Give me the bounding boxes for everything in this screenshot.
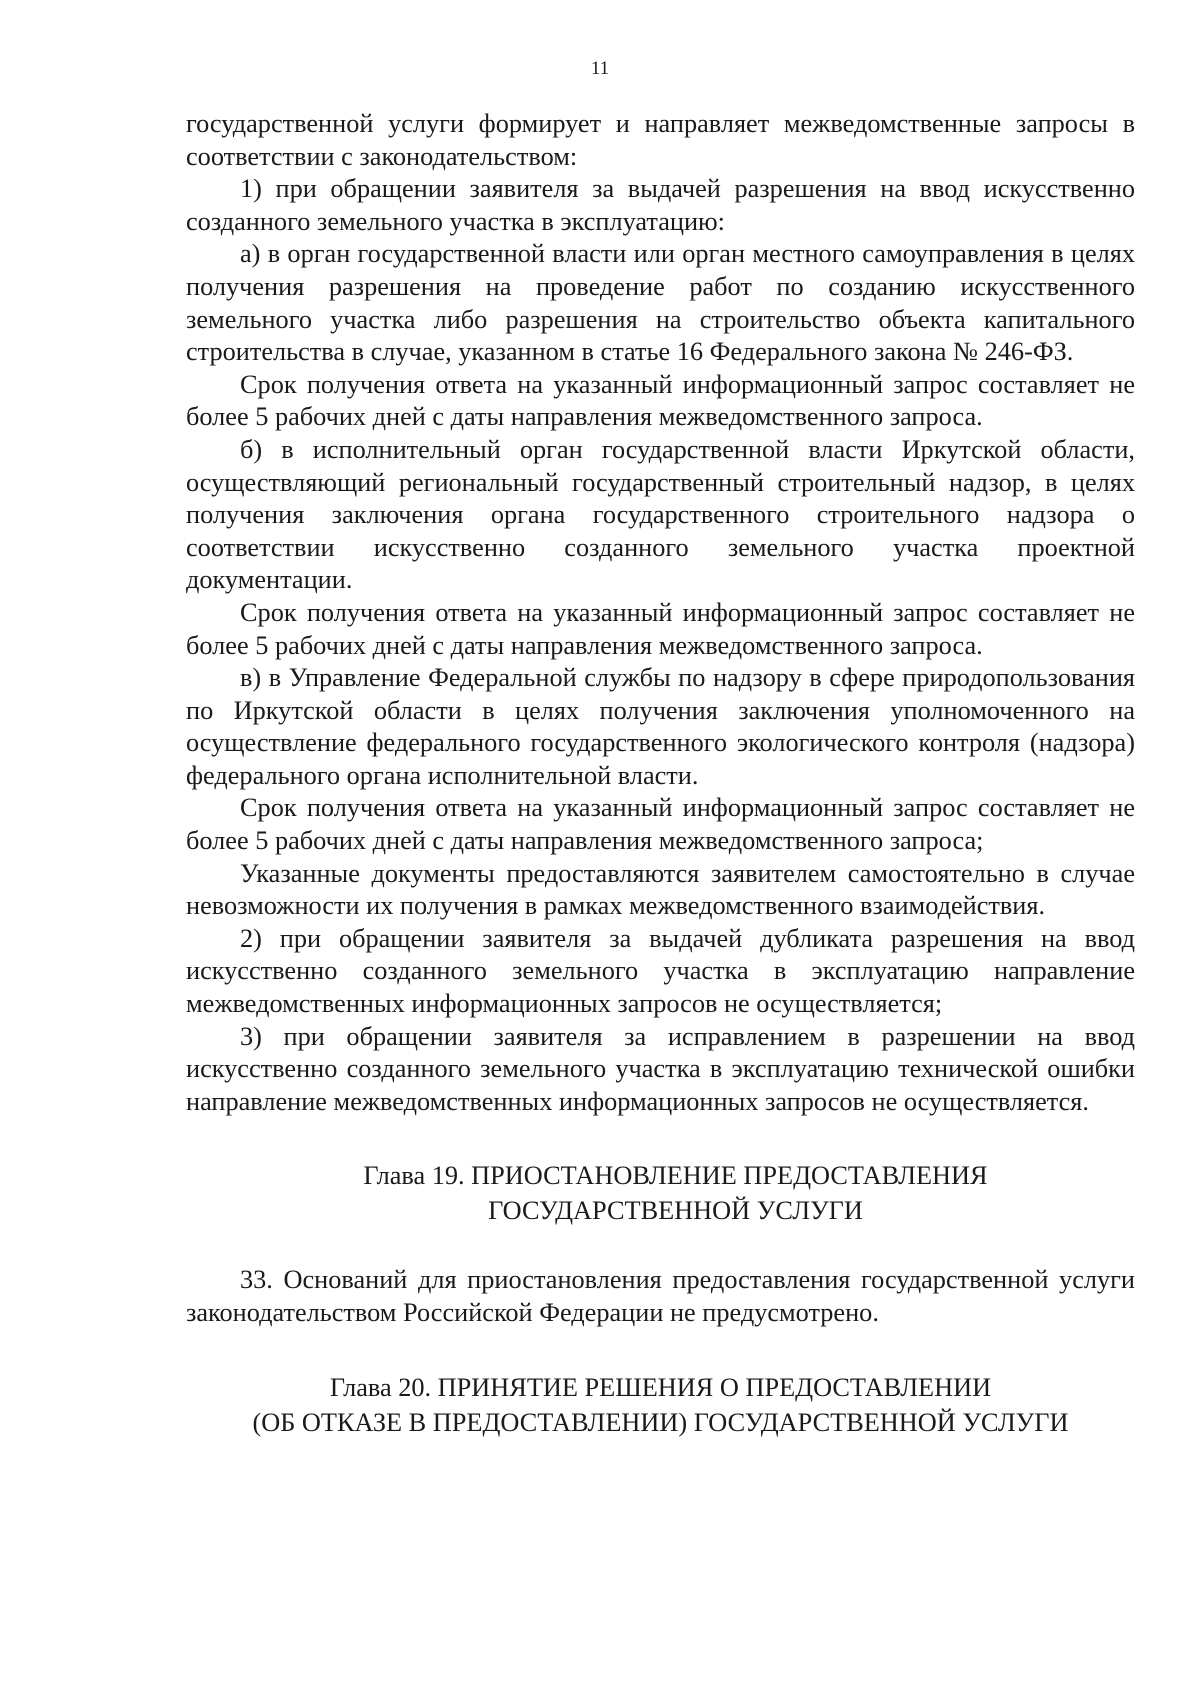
chapter-19-heading bbox=[186, 1158, 1135, 1228]
chapter-20-heading-line-2: (ОБ ОТКАЗЕ В ПРЕДОСТАВЛЕНИИ) ГОСУДАРСТВЕННОЙ УСЛУГИ bbox=[252, 1407, 1069, 1437]
chapter-19-heading-line-2: ГОСУДАРСТВЕННОЙ УСЛУГИ bbox=[488, 1196, 863, 1226]
page-number: 11 bbox=[590, 58, 610, 79]
chapter-19-heading-line-1: Глава 19. ПРИОСТАНОВЛЕНИЕ ПРЕДОСТАВЛЕНИЯ bbox=[363, 1161, 988, 1191]
paragraph-33: 33. Оснований для приостановления предоставления государственной услуги законодательством Российской Федерации не предусмотрено. bbox=[186, 1265, 1135, 1327]
paragraph-deadline-v: Срок получения ответа на указанный информационный запрос составляет не более 5 рабочих дней с даты направления межведомственного запроса; bbox=[186, 793, 1135, 856]
document-body bbox=[186, 108, 1135, 1440]
paragraph-documents-note: Указанные документы предоставляются заявителем самостоятельно в случае невозможности их получения в рамках межведомственного взаимодействия. bbox=[186, 858, 1135, 921]
paragraph-item-1v: в) в Управление Федеральной службы по надзору в сфере природопользования по Иркутской области в целях получения заключения уполномоченного на осуществление федерального государственного экологического контроля (надзора) федерального органа исполнительной власти. bbox=[186, 663, 1135, 790]
paragraph-item-1b: б) в исполнительный орган государственной власти Иркутской области, осуществляющий региональный государственный строительный надзор, в целях получения заключения органа государственного строительного надзора о соответствии искусственно созданного земельного участка проектной документации. bbox=[186, 434, 1135, 595]
paragraph-item-3: 3) при обращении заявителя за исправлением в разрешении на ввод искусственно созданного земельного участка в эксплуатацию технической ошибки направление межведомственных информационных запросов не осуществляется. bbox=[186, 1021, 1135, 1116]
paragraph-item-1a: а) в орган государственной власти или орган местного самоуправления в целях получения разрешения на проведение работ по созданию искусственного земельного участка либо разрешения на строительство объекта капитального строительства в случае, указанном в статье 16 Федерального закона № 246-ФЗ. bbox=[186, 239, 1135, 367]
paragraph-deadline-a: Срок получения ответа на указанный информационный запрос составляет не более 5 рабочих дней с даты направления межведомственного запроса. bbox=[186, 369, 1135, 432]
chapter-20-heading bbox=[186, 1370, 1135, 1440]
paragraph-item-1: 1) при обращении заявителя за выдачей разрешения на ввод искусственно созданного земельного участка в эксплуатацию: bbox=[186, 174, 1135, 236]
chapter-20-heading-line-1: Глава 20. ПРИНЯТИЕ РЕШЕНИЯ О ПРЕДОСТАВЛЕНИИ bbox=[329, 1372, 992, 1402]
paragraph-item-2: 2) при обращении заявителя за выдачей дубликата разрешения на ввод искусственно созданного земельного участка в эксплуатацию направление межведомственных информационных запросов не осуществляется; bbox=[186, 923, 1135, 1019]
paragraph-intro: государственной услуги формирует и направляет межведомственные запросы в соответствии с законодательством: bbox=[186, 109, 1135, 171]
paragraph-deadline-b: Срок получения ответа на указанный информационный запрос составляет не более 5 рабочих дней с даты направления межведомственного запроса. bbox=[186, 597, 1135, 660]
